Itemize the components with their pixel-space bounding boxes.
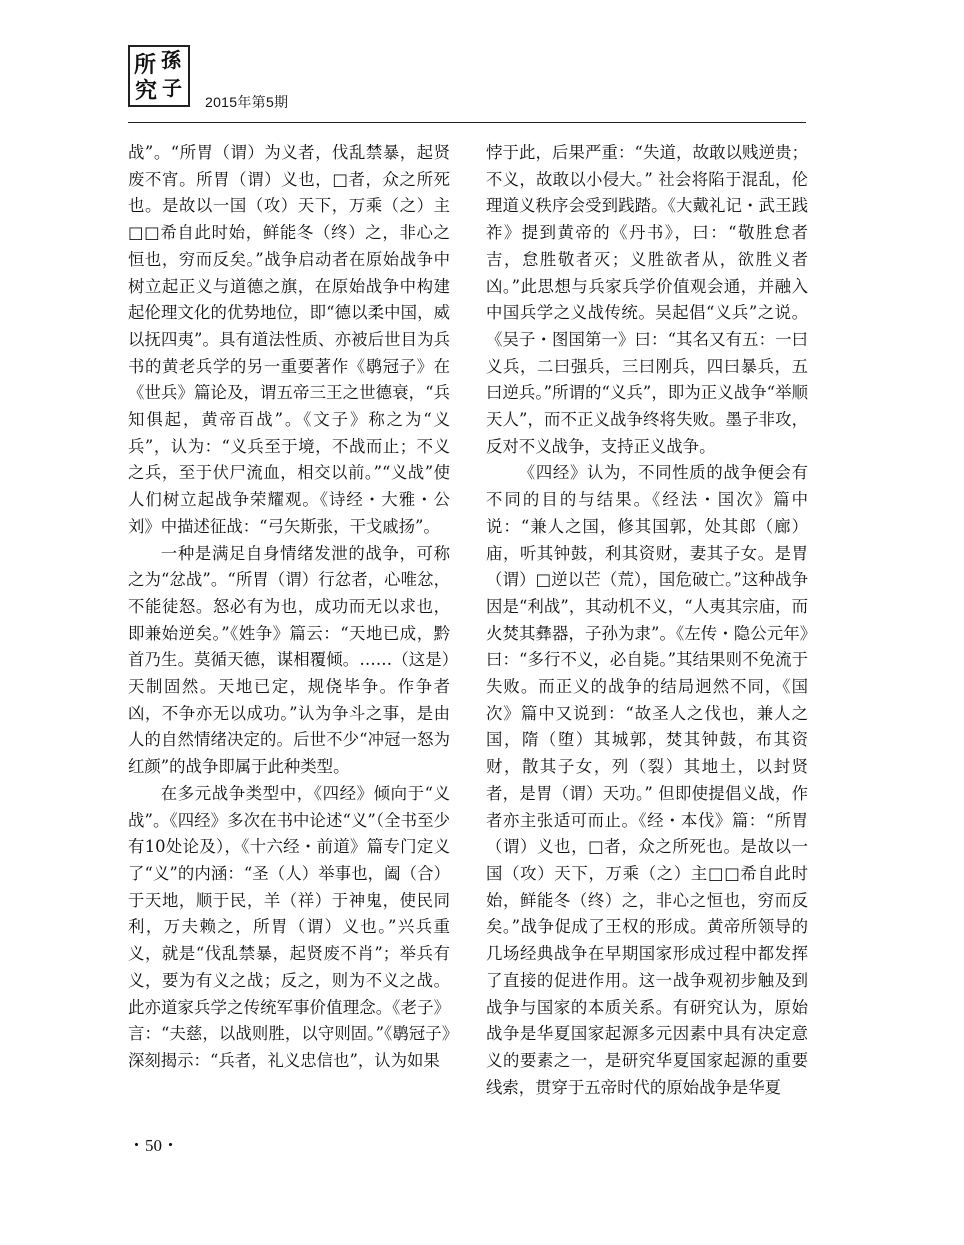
logo-char: 所: [134, 52, 157, 78]
logo-char: 孫: [161, 48, 181, 72]
issue-label: 2015年第5期: [205, 94, 289, 110]
paragraph: 悖于此，后果严重：“失道，故敢以贱逆贵；不义，故敢以小侵大。” 社会将陷于混乱，伦理道义秩序会受到践踏。《大戴礼记・武王践祚》提到黄帝的《丹书》，曰：“敬胜怠者吉，怠胜敬者灭；义胜欲者从，欲胜义者凶。”此思想与兵家兵学价值观会通，并融入中国兵学之义战传统。吴起倡“义兵”之说。《吴子・图国第一》曰：“其名又有五：一曰义兵，二曰强兵，三曰刚兵，四曰暴兵，五曰逆兵。”所谓的“义兵”，即为正义战争“举顺天人”，而不正义战争终将失败。墨子非攻，反对不义战争，支持正义战争。: [486, 143, 808, 456]
paragraph: 战”。“所胃（谓）为义者，伐乱禁暴，起贤废不宵。所胃（谓）义也，□者，众之所死也。是故以一国（攻）天下，万乘（之）主□□希自此时始，鲜能冬（终）之，非心之恒也，穷而反矣。”战争启动者在原始战争中树立起正义与道德之旗，在原始战争中构建起伦理文化的优势地位，即“德以柔中国，威以抚四夷”。具有道法性质、亦被后世目为兵书的黄老兵学的另一重要著作《鹖冠子》在《世兵》篇论及，谓五帝三王之世德衰，“兵知俱起，黄帝百战”。《文子》称之为“义兵”，认为：“义兵至于境，不战而止；不义之兵，至于伏尸流血，相交以前。”“义战”使人们树立起战争荣耀观。《诗经・大雅・公刘》中描述征战：“弓矢斯张，干戈戚扬”。: [128, 143, 450, 536]
right-column: [486, 140, 808, 1101]
paragraph: 《四经》认为，不同性质的战争便会有不同的目的与结果。《经法・国次》篇中说：“兼人之国，修其国郭，处其郎（廊）庙，听其钟鼓，利其资财，妻其子女。是胃（谓）□逆以芒（荒），国危破亡。”这种战争因是“利战”，其动机不义，“人夷其宗庙，而火焚其彝器，子孙为隶”。《左传・隐公元年》曰：“多行不义，必自毙。”其结果则不免流于失败。而正义的战争的结局迥然不同，《国次》篇中又说到：“故圣人之伐也，兼人之国，隋（堕）其城郭，焚其钟鼓，布其资财，散其子女，列（裂）其地土，以封贤者，是胃（谓）天功。” 但即使提倡义战，作者亦主张适可而止。《经・本伐》篇：“所胃（谓）义也，□者，众之所死也。是故以一国（攻）天下，万乘（之）主□□希自此时始，鲜能冬（终）之，非心之恒也，穷而反矣。”战争促成了王权的形成。黄帝所领导的几场经典战争在早期国家形成过程中都发挥了直接的促进作用。这一战争观初步触及到战争与国家的本质关系。有研究认为，原始战争是华夏国家起源多元因素中具有决定意义的要素之一，是研究华夏国家起源的重要线索，贯穿于五帝时代的原始战争是华夏: [486, 463, 808, 1097]
left-column: [128, 140, 450, 1075]
paragraph: 一种是满足自身情绪发泄的战争，可称之为“忿战”。“所胃（谓）行忿者，心唯忿，不能徒怒。怒必有为也，成功而无以求也，即兼始逆矣。”《姓争》篇云：“天地已成，黔首乃生。莫循天德，谋相覆倾。……（这是）天制固然。天地已定，规侥毕争。作争者凶，不争亦无以成功。”认为争斗之事，是由人的自然情绪决定的。后世不少“冲冠一怒为红颜”的战争即属于此种类型。: [128, 543, 450, 777]
logo-char: 子: [162, 76, 182, 100]
page-number: ・50・: [128, 1136, 179, 1155]
header-rule: [128, 122, 806, 123]
journal-logo: [128, 45, 190, 107]
logo-char: 究: [135, 78, 158, 104]
paragraph: 在多元战争类型中，《四经》倾向于“义战”。《四经》多次在书中论述“义”（全书至少有10处论及），《十六经・前道》篇专门定义了“义”的内涵：“圣（人）举事也，阖（合）于天地，顺于民，羊（祥）于神鬼，使民同利，万夫赖之，所胃（谓）义也。”兴兵重义，就是“伐乱禁暴，起贤废不肖”；举兵有义，要为有义之战；反之，则为不义之战。此亦道家兵学之传统军事价值理念。《老子》言：“夫慈，以战则胜，以守则固。”《鹖冠子》深刻揭示：“兵者，礼义忠信也”，认为如果: [128, 783, 450, 1070]
